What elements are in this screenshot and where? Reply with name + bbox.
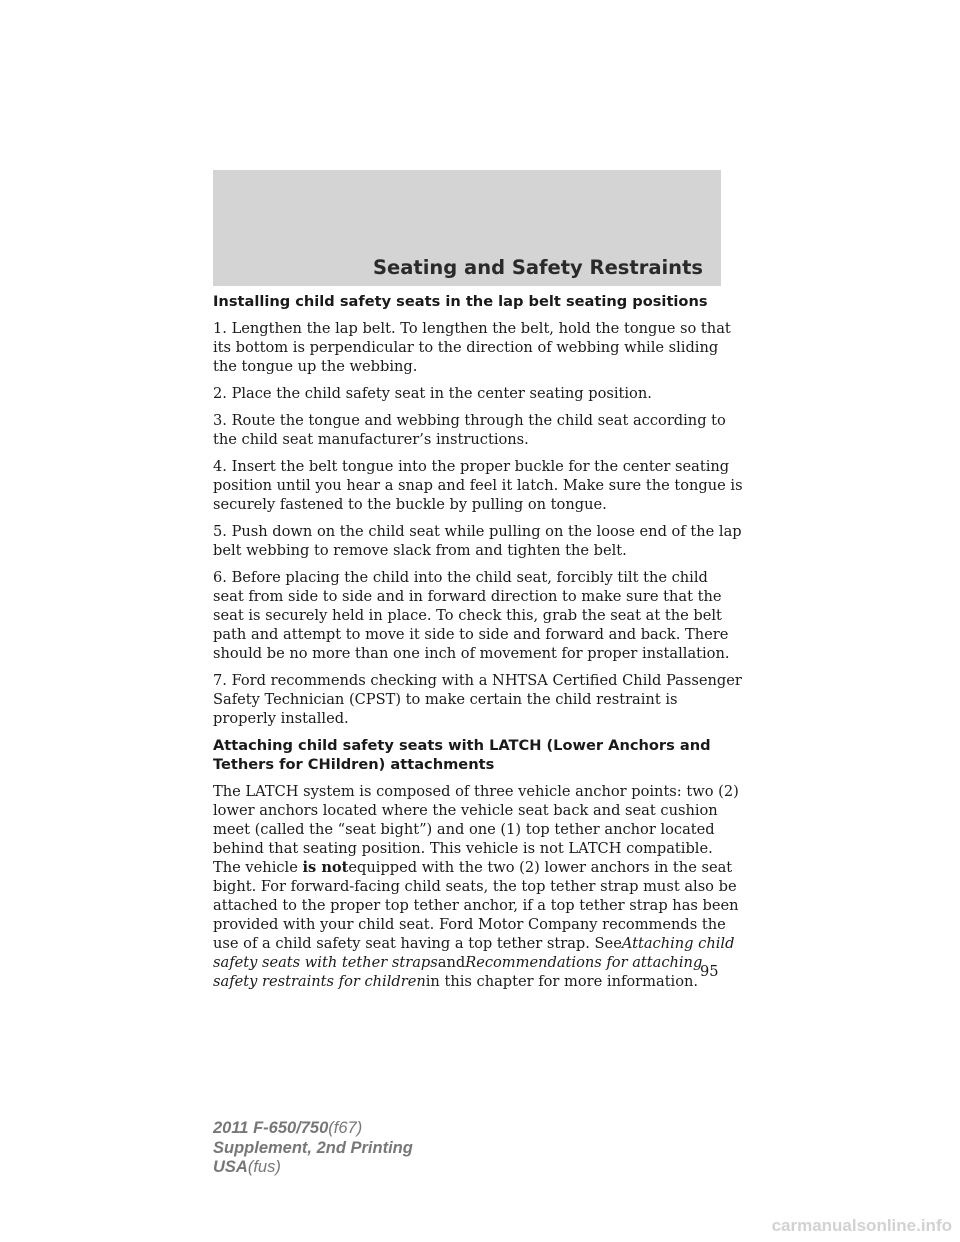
footer-model-code: (f67): [328, 1119, 363, 1137]
footer-edition: Supplement, 2nd Printing: [213, 1138, 413, 1157]
page-number: 95: [700, 963, 719, 980]
latch-text-and: and: [437, 954, 466, 971]
watermark: carmanualsonline.info: [771, 1216, 952, 1235]
footer-model: 2011 F-650/750: [213, 1119, 329, 1137]
footer-line-model: [213, 1119, 413, 1139]
latch-text-end: in this chapter for more information.: [425, 973, 699, 990]
footer-market-code: (fus): [247, 1158, 281, 1176]
step-4: 4. Insert the belt tongue into the proper buckle for the center seating position until you hear a snap and feel it latch. Make sure the tongue is securely fastened to the buckle by pulling on tongue.: [213, 458, 743, 513]
step-3: 3. Route the tongue and webbing through the child seat according to the child seat manufacturer’s instructions.: [213, 412, 726, 448]
print-footer: [213, 1119, 413, 1178]
cross-reference-tether-straps: Attaching child safety seats with tether straps: [213, 935, 735, 971]
latch-text-part2: equipped with the two (2) lower anchors in the seat bight. For forward-facing child seats, the top tether strap must also be attached to the proper top tether anchor, if a top tether strap has been provided with your child seat. Ford Motor Company recommends the use of a child safety seat having a top tether strap. See: [213, 859, 739, 952]
step-7: 7. Ford recommends checking with a NHTSA Certified Child Passenger Safety Technician (CPST) to make certain the child restraint is properly installed.: [213, 672, 742, 727]
step-5: 5. Push down on the child seat while pulling on the loose end of the lap belt webbing to remove slack from and tighten the belt.: [213, 523, 742, 559]
page-content: [213, 292, 743, 999]
footer-line-market: [213, 1158, 413, 1178]
latch-text-emphasis: is not: [302, 859, 349, 876]
heading-lap-belt-installation: Installing child safety seats in the lap belt seating positions: [213, 293, 708, 310]
section-title: Seating and Safety Restraints: [372, 256, 703, 279]
heading-latch-attachments: Attaching child safety seats with LATCH (Lower Anchors and Tethers for CHildren) attachments: [213, 737, 711, 773]
step-6: 6. Before placing the child into the child seat, forcibly tilt the child seat from side to side and in forward direction to make sure that the seat is securely held in place. To check this, grab the seat at the belt path and attempt to move it side to side and forward and back. There should be no more than one inch of movement for proper installation.: [213, 569, 730, 662]
section-header-band: [213, 170, 721, 286]
footer-market: USA: [213, 1158, 248, 1176]
latch-text-part1: The LATCH system is composed of three vehicle anchor points: two (2) lower anchors located where the vehicle seat back and seat cushion meet (called the “seat bight”) and one (1) top tether anchor located behind that seating position. This vehicle is not LATCH compatible. The vehicle: [213, 783, 739, 876]
latch-paragraph: [213, 782, 743, 991]
footer-line-edition: [213, 1139, 413, 1159]
step-1: 1. Lengthen the lap belt. To lengthen the belt, hold the tongue so that its bottom is perpendicular to the direction of webbing while sliding the tongue up the webbing.: [213, 320, 731, 375]
cross-reference-recommendations: Recommendations for attaching safety restraints for children: [213, 954, 703, 990]
step-2: 2. Place the child safety seat in the center seating position.: [213, 385, 652, 402]
